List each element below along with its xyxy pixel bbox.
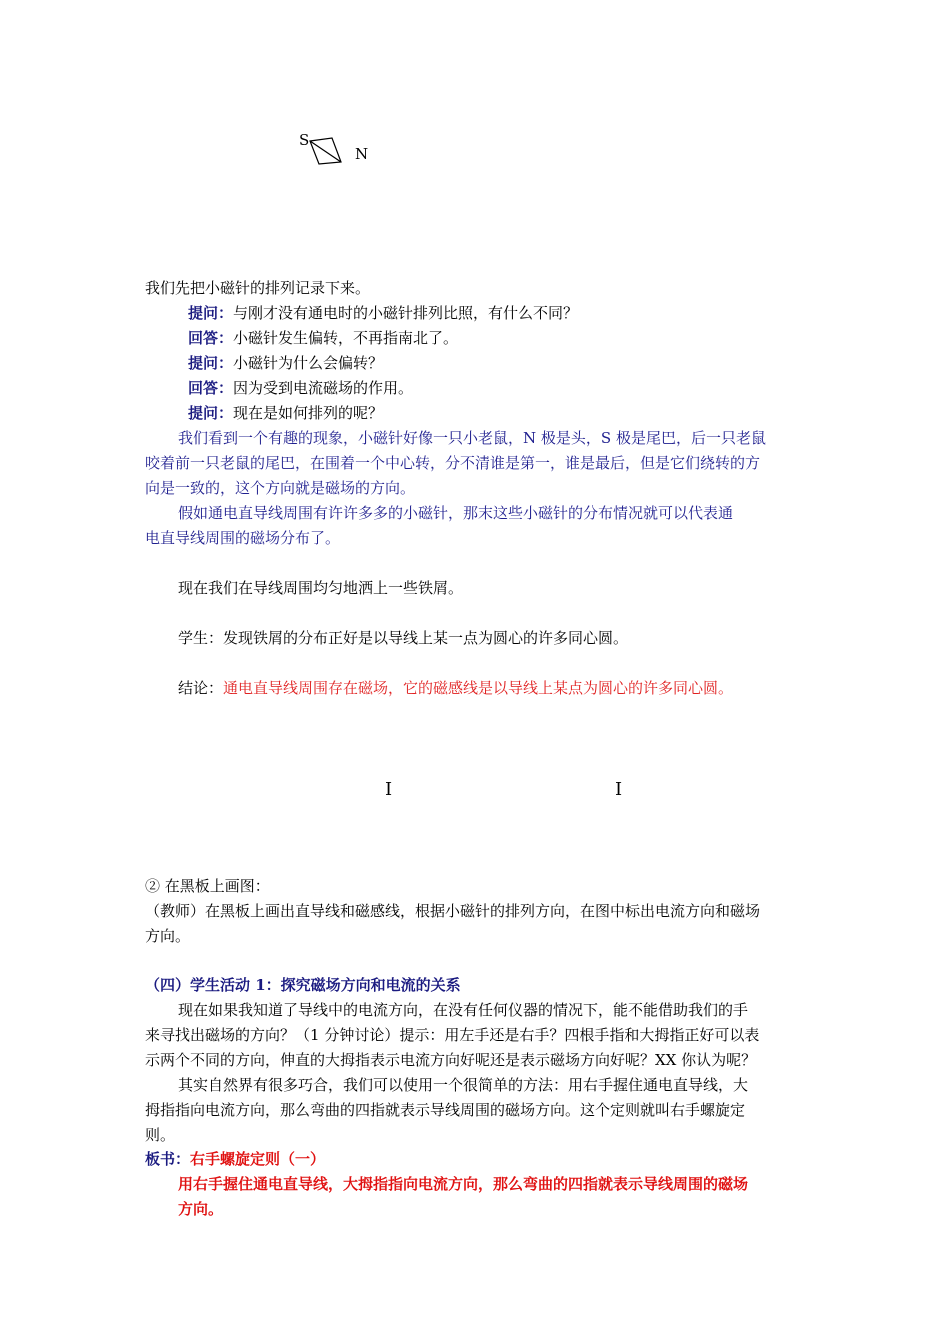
qa-text: 小磁针为什么会偏转？	[233, 354, 384, 372]
section-title: （四）学生活动 1：探究磁场方向和电流的关系	[145, 976, 461, 994]
paragraph-line: 电直导线周围的磁场分布了。	[145, 529, 341, 547]
paragraph-line: （教师）在黑板上画出直导线和磁感线，根据小磁针的排列方向，在图中标出电流方向和磁场	[145, 902, 761, 920]
north-pole-label: N	[355, 145, 369, 163]
qa-tag: 提问：	[188, 354, 234, 372]
board-line	[145, 1148, 325, 1169]
qa-item	[188, 352, 383, 373]
paragraph-line: 来寻找出磁场的方向？（1 分钟讨论）提示：用左手还是右手？四根手指和大拇指正好可以表	[145, 1026, 760, 1044]
paragraph-line: 向是一致的，这个方向就是磁场的方向。	[145, 479, 416, 497]
conclusion-line	[178, 677, 733, 698]
qa-item	[188, 402, 383, 423]
qa-item	[188, 377, 413, 398]
paragraph-line: 方向。	[178, 1200, 224, 1218]
qa-text: 小磁针发生偏转，不再指南北了。	[233, 329, 459, 347]
paragraph-line: 拇指指向电流方向，那么弯曲的四指就表示导线周围的磁场方向。这个定则就叫右手螺旋定	[145, 1101, 746, 1119]
conclusion-text: 通电直导线周围存在磁场，它的磁感线是以导线上某点为圆心的许多同心圆。	[223, 679, 734, 697]
board-tag: 板书：	[145, 1150, 191, 1168]
south-pole-label: S	[299, 131, 310, 149]
student-line: 学生：发现铁屑的分布正好是以导线上某一点为圆心的许多同心圆。	[178, 629, 629, 647]
paragraph-line: 方向。	[145, 927, 191, 945]
qa-item	[188, 302, 578, 323]
paragraph-line: 用右手握住通电直导线，大拇指指向电流方向，那么弯曲的四指就表示导线周围的磁场	[178, 1175, 749, 1193]
blackboard-title: ② 在黑板上画图：	[145, 877, 270, 895]
qa-text: 因为受到电流磁场的作用。	[233, 379, 414, 397]
board-title: 右手螺旋定则（一）	[190, 1150, 326, 1168]
paragraph-line: 现在如果我知道了导线中的电流方向，在没有任何仪器的情况下，能不能借助我们的手	[178, 1001, 749, 1019]
current-label-right: I	[615, 779, 623, 800]
current-label-left: I	[385, 779, 393, 800]
iron-filings-line: 现在我们在导线周围均匀地洒上一些铁屑。	[178, 579, 464, 597]
qa-item	[188, 327, 458, 348]
compass-needle-icon	[308, 136, 344, 166]
paragraph-line: 则。	[145, 1126, 176, 1144]
paragraph-line: 假如通电直导线周围有许许多多的小磁针，那末这些小磁针的分布情况就可以代表通	[178, 504, 734, 522]
paragraph-line: 我们看到一个有趣的现象，小磁针好像一只小老鼠，N 极是头，S 极是尾巴，后一只老鼠	[178, 429, 766, 447]
paragraph-line: 其实自然界有很多巧合，我们可以使用一个很简单的方法：用右手握住通电直导线，大	[178, 1076, 749, 1094]
qa-tag: 回答：	[188, 379, 234, 397]
qa-text: 与刚才没有通电时的小磁针排列比照，有什么不同？	[233, 304, 579, 322]
qa-tag: 提问：	[188, 404, 234, 422]
conclusion-tag: 结论：	[178, 679, 224, 697]
qa-tag: 回答：	[188, 329, 234, 347]
qa-text: 现在是如何排列的呢？	[233, 404, 384, 422]
paragraph-line: 咬着前一只老鼠的尾巴，在围着一个中心转，分不清谁是第一，谁是最后，但是它们绕转的方	[145, 454, 761, 472]
record-line: 我们先把小磁针的排列记录下来。	[145, 279, 371, 297]
qa-tag: 提问：	[188, 304, 234, 322]
paragraph-line: 示两个不同的方向，伸直的大拇指表示电流方向好呢还是表示磁场方向好呢？XX 你认为呢？	[145, 1051, 757, 1069]
